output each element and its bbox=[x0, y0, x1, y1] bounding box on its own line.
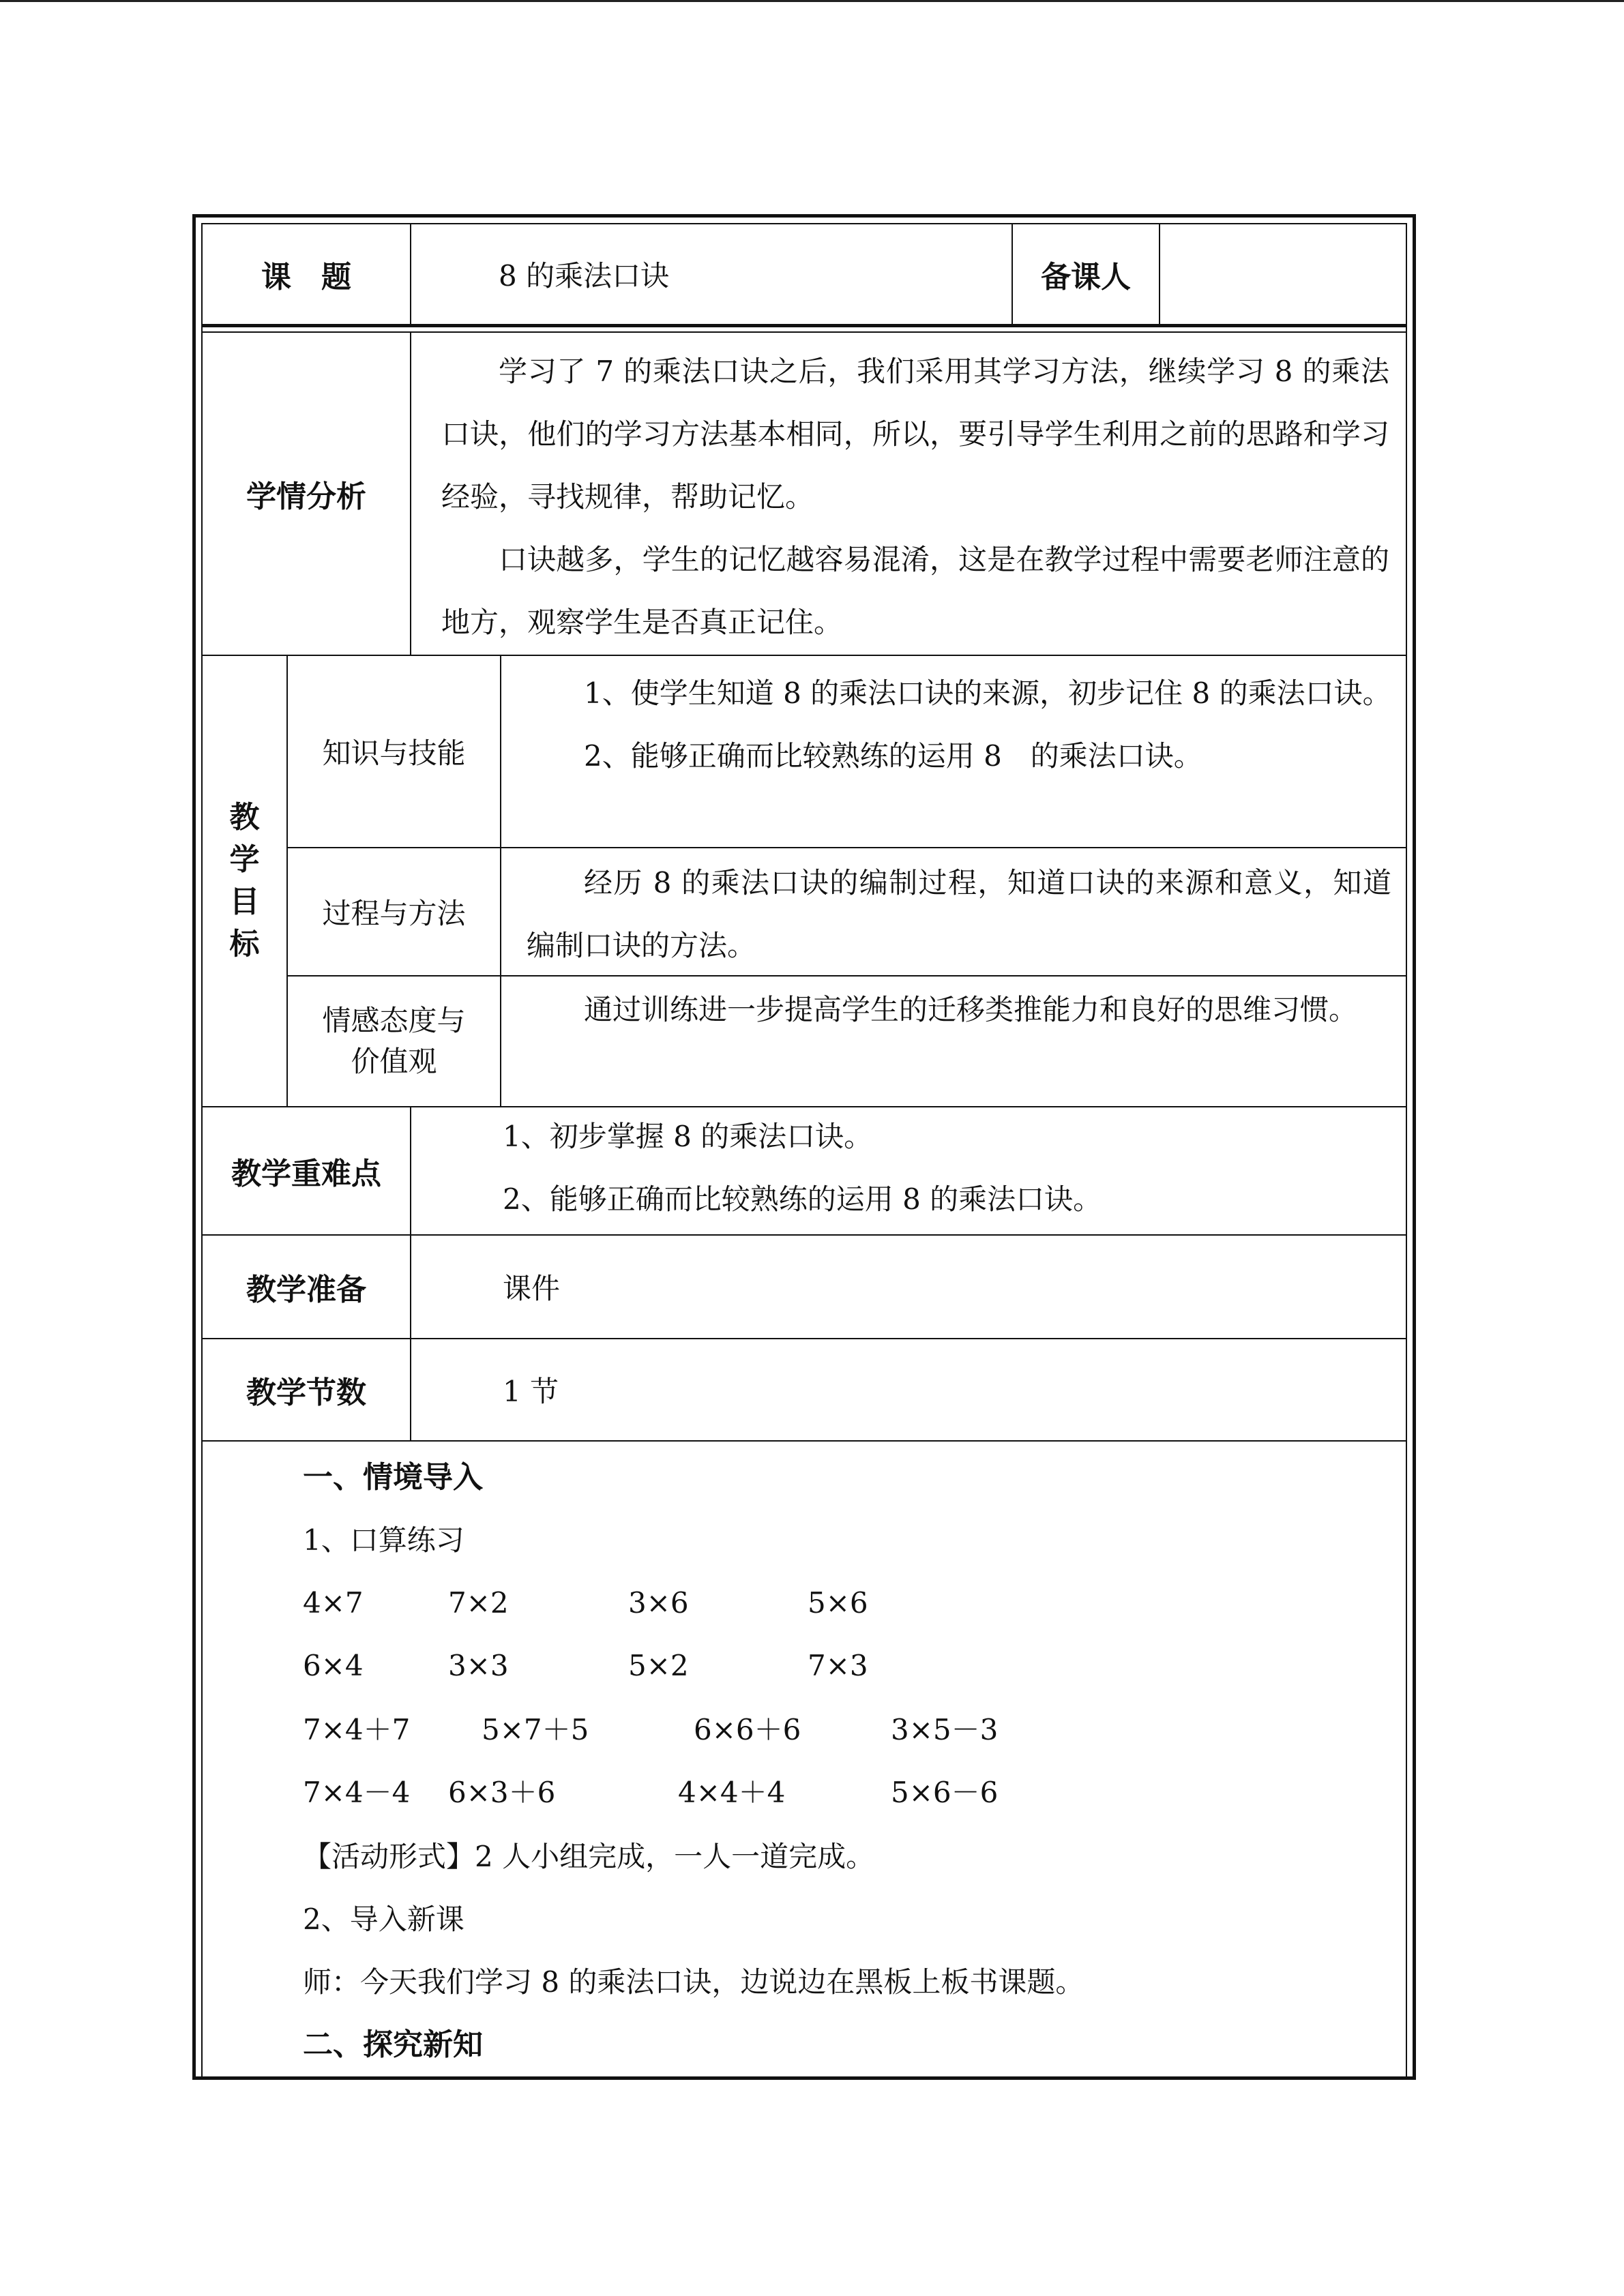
objective-process-label: 过程与方法 bbox=[322, 897, 466, 930]
section-title: 二、探究新知 bbox=[303, 2027, 483, 2062]
section-title: 一、情境导入 bbox=[303, 1460, 483, 1495]
topic-label: 课 题 bbox=[261, 260, 351, 295]
math-expression: 5×6 bbox=[808, 1586, 868, 1620]
math-expression: 6×3＋6 bbox=[448, 1776, 556, 1809]
periods-value: 1 节 bbox=[503, 1375, 559, 1408]
math-expression: 3×6 bbox=[628, 1586, 689, 1620]
objectives-label-char: 目 bbox=[229, 884, 260, 919]
objective-paragraph: 通过训练进一步提高学生的迁移类推能力和良好的思维习惯。 bbox=[584, 993, 1358, 1026]
math-expression: 5×6－6 bbox=[891, 1776, 999, 1809]
lesson-plan-table bbox=[192, 214, 1416, 2080]
math-expression: 6×6＋6 bbox=[694, 1713, 801, 1746]
preparer-value bbox=[1160, 224, 1402, 324]
topic-value: 8 的乘法口诀 bbox=[499, 259, 670, 293]
objectives-label-char: 教 bbox=[229, 800, 260, 835]
periods-label: 教学节数 bbox=[246, 1375, 366, 1410]
math-expression: 6×4 bbox=[303, 1649, 364, 1682]
objective-paragraph: 2、能够正确而比较熟练的运用 8 的乘法口诀。 bbox=[584, 739, 1202, 773]
key-point-item: 1、初步掌握 8 的乘法口诀。 bbox=[503, 1120, 873, 1153]
preparer-label: 备课人 bbox=[1041, 260, 1131, 295]
math-expression: 5×7＋5 bbox=[482, 1713, 589, 1746]
math-expression: 5×2 bbox=[628, 1649, 689, 1682]
objectives-label bbox=[203, 656, 286, 1106]
preparation-value: 课件 bbox=[503, 1272, 561, 1305]
objective-paragraph: 经历 8 的乘法口诀的编制过程，知道口诀的来源和意义，知道编制口诀的方法。 bbox=[527, 866, 1391, 962]
math-expression: 3×5－3 bbox=[891, 1713, 999, 1746]
analysis-text bbox=[441, 340, 1389, 654]
math-expression: 4×4＋4 bbox=[678, 1776, 786, 1809]
math-expression: 7×4－4 bbox=[303, 1776, 411, 1809]
teacher-line: 师：今天我们学习 8 的乘法口诀，边说边在黑板上板书课题。 bbox=[303, 1965, 1084, 1999]
objectives-label-char: 标 bbox=[229, 927, 260, 961]
math-expression: 3×3 bbox=[448, 1649, 509, 1682]
objective-attitude-label bbox=[288, 976, 500, 1106]
objective-attitude-label-line: 价值观 bbox=[351, 1045, 437, 1078]
page-top-border bbox=[0, 0, 1624, 2]
step-title: 1、口算练习 bbox=[303, 1523, 464, 1557]
step-title: 2、导入新课 bbox=[303, 1903, 464, 1936]
objective-paragraph: 1、使学生知道 8 的乘法口诀的来源，初步记住 8 的乘法口诀。 bbox=[584, 676, 1391, 710]
objective-knowledge-text bbox=[527, 662, 1391, 788]
objective-attitude-label-line: 情感态度与 bbox=[322, 1004, 466, 1037]
key-point-item: 2、能够正确而比较熟练的运用 8 的乘法口诀。 bbox=[503, 1182, 1102, 1216]
key-points-list bbox=[503, 1105, 1389, 1231]
objective-attitude-text bbox=[527, 979, 1391, 1041]
lesson-plan-inner-frame bbox=[201, 223, 1407, 2076]
objectives-label-char: 学 bbox=[229, 842, 260, 877]
objective-knowledge-label: 知识与技能 bbox=[322, 736, 466, 770]
objective-process-text bbox=[527, 852, 1391, 977]
math-expression: 7×2 bbox=[448, 1586, 509, 1620]
analysis-label: 学情分析 bbox=[246, 479, 366, 514]
preparation-label: 教学准备 bbox=[246, 1272, 366, 1307]
math-expression: 7×3 bbox=[808, 1649, 868, 1682]
math-expression: 4×7 bbox=[303, 1586, 364, 1620]
analysis-paragraph: 口诀越多，学生的记忆越容易混淆，这是在教学过程中需要老师注意的地方，观察学生是否真正记住。 bbox=[441, 543, 1389, 639]
math-expression: 7×4＋7 bbox=[303, 1713, 411, 1746]
analysis-paragraph: 学习了 7 的乘法口诀之后，我们采用其学习方法，继续学习 8 的乘法口诀，他们的学习方法基本相同，所以，要引导学生利用之前的思路和学习经验，寻找规律，帮助记忆。 bbox=[441, 355, 1389, 513]
activity-note: 【活动形式】2 人小组完成，一人一道完成。 bbox=[303, 1840, 875, 1873]
key-points-label: 教学重难点 bbox=[231, 1157, 381, 1191]
